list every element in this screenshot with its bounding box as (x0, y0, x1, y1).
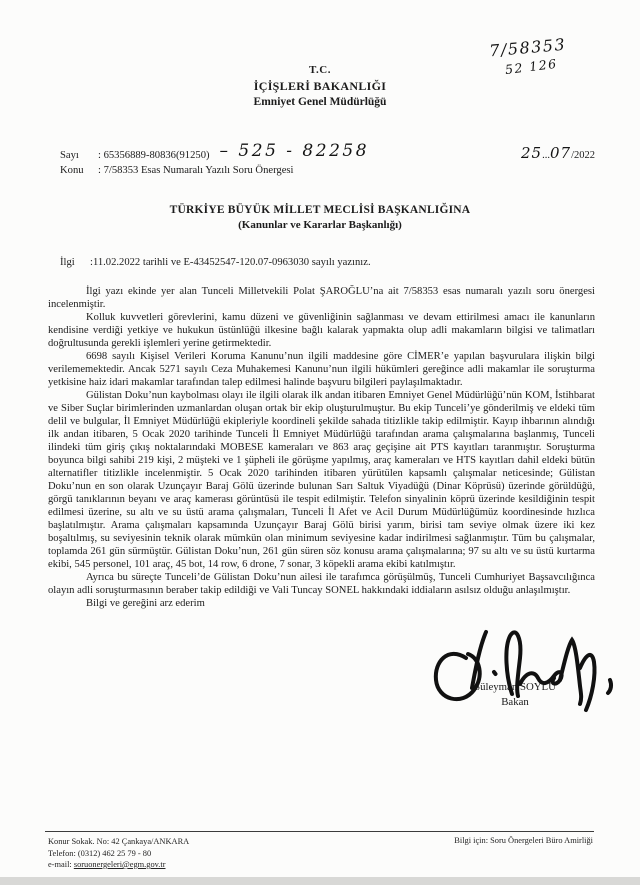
letterhead-directorate: Emniyet Genel Müdürlüğü (253, 96, 387, 108)
document-date (521, 144, 595, 162)
recipient-title: TÜRKİYE BÜYÜK MİLLET MECLİSİ BAŞKANLIĞINA (169, 204, 471, 216)
sayi-value: : 65356889-80836(91250) (98, 150, 210, 161)
footer-phone: Telefon: (0312) 462 25 79 - 80 (48, 848, 152, 858)
letterhead-ministry: İÇİŞLERİ BAKANLIĞI (253, 79, 387, 93)
date-year: /2022 (571, 150, 595, 161)
signature-block (420, 628, 635, 748)
body-paragraph: Kolluk kuvvetleri görevlerini, kamu düzeni ve güvenliğinin sağlanması ve devam ettirilmesi amacı ile kanunların kendisine verdiği yetkiye ve hukukun üstünlüğü ilkesine bağlı kalarak yapmakta olup adli makamların bilgisi ve talimatları doğrultusunda gerekli işlemleri yerine getirmektedir. (48, 312, 595, 349)
handwritten-note-line1: 7/58353 (488, 34, 567, 61)
date-dots: ... (542, 150, 550, 161)
letterhead-tc: T.C. (309, 64, 331, 76)
letter-body (48, 285, 595, 610)
ilgi-row (60, 257, 371, 268)
ilgi-value: :11.02.2022 tarihli ve E-43452547-120.07-0963030 sayılı yazınız. (90, 257, 371, 268)
footer-info: Bilgi için: Soru Önergeleri Büro Amirliği (454, 836, 593, 845)
recipient-block (0, 204, 640, 231)
konu-value: : 7/58353 Esas Numaralı Yazılı Soru Önergesi (98, 165, 294, 176)
closing-line: Bilgi ve gereğini arz ederim (86, 598, 205, 609)
signer-title: Bakan (501, 696, 529, 708)
letterhead (0, 64, 640, 108)
ilgi-label: İlgi (60, 257, 75, 268)
footer-email-line (48, 859, 189, 871)
konu-label: Konu (60, 165, 84, 176)
sayi-row (60, 141, 370, 163)
sayi-handwritten-number: – 525 - 82258 (219, 141, 370, 161)
sayi-label: Sayı (60, 150, 79, 161)
footer-divider (45, 831, 594, 832)
recipient-subtitle: (Kanunlar ve Kararlar Başkanlığı) (238, 219, 402, 231)
date-month-handwritten: 07 (549, 144, 572, 162)
footer-address: Konur Sokak. No: 42 Çankaya/ANKARA (48, 837, 190, 846)
body-paragraph: İlgi yazı ekinde yer alan Tunceli Milletvekili Polat ŞAROĞLU’na ait 7/58353 esas numaralı yazılı soru önergesi incelenmiştir. (48, 286, 595, 310)
date-day-handwritten: 25 (521, 144, 543, 162)
footer-email: soruonergeleri@egm.gov.tr (73, 860, 166, 869)
body-paragraph: Gülistan Doku’nun kaybolması olayı ile ilgili olarak ilk andan itibaren Emniyet Genel Müdürlüğü’nün KOM, İstihbarat ve Siber Suçlar birimlerinden uzmanlardan oluşan ortak bir ekip oluşturulmuştur. Bu ekip Tunceli’ye gönderilmiş ve eldeki tüm delil ve bulgular, İl Emniyet Müdürlüğü ekipleriyle koordineli şekilde sahada titizlikle takip edilmiştir. Kayıp ihbarının alındığı ilk andan itibaren, 5 Ocak 2020 tarihinde Tunceli İl Emniyet Müdürlüğü tarafından arama çalışmalarına başlanmış, Tunceli ilindeki tüm giriş çıkış noktalarındaki MOBESE kameraları ve 863 araç geçişine ait PTS kayıtları taranmıştır. Soruşturma boyunca bilgi sahibi 219 kişi, 2 müşteki ve 1 şüpheli ile görüşme yapılmış, araç kameraları ve HTS kayıtları dahil eldeki bütün alternatifler titizlikle incelenmiştir. 5 Ocak 2020 tarihinden itibaren yürütülen kapsamlı çalışmalar neticesinde; Gülistan Doku’nun en son olarak Uzunçayır Baraj Gölü üzerinde bulunan Sarı Saltuk Viyadüğü (Dinar Köprüsü) üzerinde görüldüğü, görgü tanıklarının beyanı ve araç kamerası görüntüsü ile tespit edilmiştir. Telefon sinyalinin köprü üzerinde kesildiğinin tespit edilmesi üzerine, su altı ve su üstü arama çalışmaları, Tunceli İl Afet ve Acil Durum Müdürlüğümüz koordinesinde hızlıca başlatılmıştır. Arama çalışmaları kapsamında Uzunçayır Baraj Gölü birisi yarım, birisi tam seviye olmak üzere iki kez boşaltılmış, su seviyesinin teknik olarak mümkün olan minimum seviyesine kadar indirilmesi sağlanmıştır. Tüm bu çalışmalar, toplamda 261 gün sürmüştür. Gülistan Doku’nun, 261 gün süren söz konusu arama çalışmalarına; 97 su altı ve su üstü kurtarma ekibi, 545 personel, 101 araç, 45 bot, 14 row, 6 drone, 7 sonar, 3 köpekli arama ekibi katılmıştır. (48, 390, 595, 570)
signer-name: Süleyman SOYLU (474, 681, 556, 693)
signature-icon (428, 628, 628, 728)
footer-contact (48, 836, 189, 871)
handwritten-note-line2: 52 126 (504, 55, 559, 78)
footer-email-label: e-mail: (48, 860, 74, 869)
body-paragraph: Ayrıca bu süreçte Tunceli’de Gülistan Doku’nun ailesi ile tarafımca görüşülmüş, Tunceli Cumhuriyet Başsavcılığınca olayın adli soruşturmasının beraber takip edildiği ve Vali Tuncay SONEL hakkındaki iddiaların asılsız olduğu anlaşılmıştır. (48, 572, 595, 596)
reference-block (60, 141, 370, 178)
scan-edge-artifact (0, 877, 640, 885)
konu-row (60, 163, 369, 178)
body-paragraph: 6698 sayılı Kişisel Verileri Koruma Kanunu’nun ilgili maddesine göre CİMER’e yapılan başvurulara ilişkin bilgi verilememektedir. Ancak 5271 sayılı Ceza Muhakemesi Kanunu’nun ilgili hükümleri gereğince adli makamlar ile soruşturma yetkisine haiz idari makamlar tarafından talep edilmesi halinde başvuru bilgileri paylaşılmaktadır. (48, 351, 595, 388)
